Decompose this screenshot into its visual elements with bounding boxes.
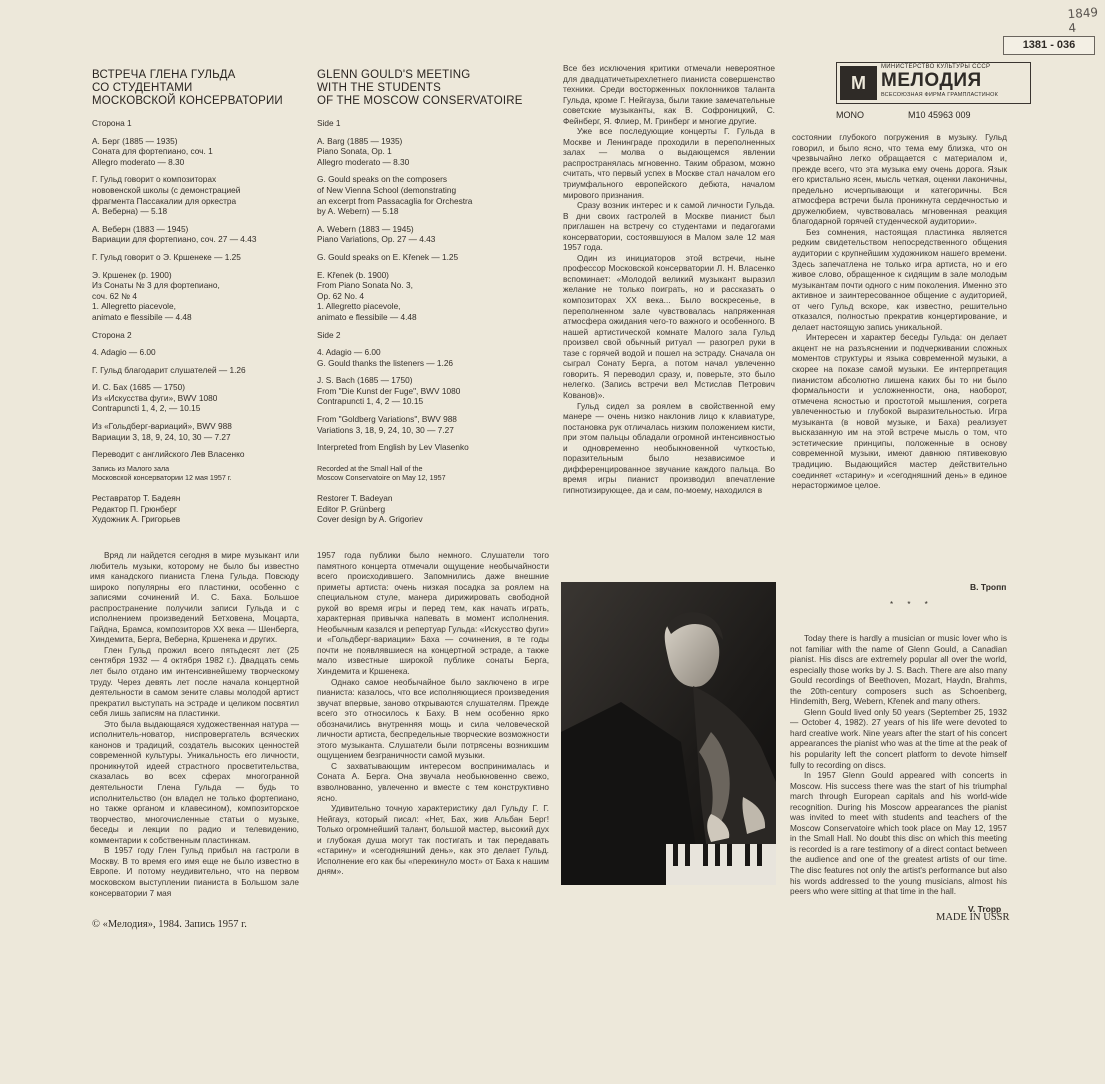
ru-paragraph: Гульд сидел за роялем в свойственной ему манере — очень низко наклонив лицо к клавиатуре, постановка рук отличалась низким положением кисти, при этом пальцы обладали огромной интенсивностью и одновременно необыкновенной чуткостью, поразительным было независимое и дифференцированное звучание каждого пальца. Во время игры пианист производил впечатление гипнотизирующее, да и сам, по-моему, находился в <box>563 400 775 495</box>
melodiya-emblem-icon: М <box>840 66 877 100</box>
melodiya-logo <box>836 62 1031 104</box>
en-side2-label: Side 2 <box>317 329 341 340</box>
made-in-ussr: MADE IN USSR <box>936 912 1010 923</box>
en-text-column <box>790 633 1007 897</box>
ru-paragraph: Интересен и характер беседы Гульда: он делает акцент не на разъяснении и подчеркивании сложных моментов структуры и языка современной музыки, а скорее на показе самой музыки. Ее интерпретация пианистом абсолютно лишена каких бы то ни было формальности и усложненности, она, наоборот, отмечена ясностью и простотой мышления, согрета увлеченностью и глубокой выразительностью. Игра музыканта (в новой музыке, и Баха) реализует высказанную им на этой встрече мысль о том, что эстетические принципы, положенные в основу современной музыки, имеют давнюю пятивековую традицию. Выдающийся мастер действительно соединяет «старину» и «сегодняшний день» в единое нерасторжимое целое. <box>792 332 1007 491</box>
copyright-line: © «Мелодия», 1984. Запись 1957 г. <box>92 919 247 930</box>
ru-translator: Переводит с английского Лев Власенко <box>92 449 245 460</box>
ru-recorded: Запись из Малого зала Московской консерватории 12 мая 1957 г. <box>92 464 232 483</box>
en-track-berg: A. Barg (1885 — 1935) Piano Sonata, Op. 1 Allegro moderato — 8.30 <box>317 135 410 167</box>
en-track-gould-talk: G. Gould speaks on the composers of New Vienna School (demonstrating an excerpt from Passacaglia for Orchestra by A. Webern) — 5.18 <box>317 174 473 217</box>
section-divider: * * * <box>890 600 934 609</box>
ru-track-gould-talk: Г. Гульд говорит о композиторах нововенской школы (с демонстрацией фрагмента Пассакалии для оркестра А. Веберна) — 5.18 <box>92 174 241 217</box>
ru-paragraph: Один из инициаторов этой встречи, ныне профессор Московской консерватории Л. Н. Власенко вспоминает: «Молодой великий музыкант выразил желание не только поиграть, но и рассказать о композиторах XX века... Было воскресенье, в переполненном зале чувствовалась напряженная атмосфера ожидания чего-то важного и особенного. В нашей артистической комнате Малого зала Гульд произвел свой обычный ритуал — разогрел руки в тазе с горячей водой и пошел на эстраду. Сначала он сыграл Сонату Берга, а потом начал увлеченно говорить. Я переводил сразу, и, поверьте, это было нелегко. (Запись встречи вел Мстислав Петрович Кованов)». <box>563 252 775 400</box>
ru-paragraph: 1957 года публики было немного. Слушатели того памятного концерта отмечали ощущение необычайности всего происходившего. Запомнились даже внешние приметы артиста: очень низкая посадка за роялем на специальном стуле, манера дирижировать свободной рукой во время игры и перед тем, как начать играть, характерная привычка напевать в момент исполнения. Необычным казался и репертуар Гульда: «Искусство фуги» и «Гольдберг-вариации» Баха — сочинения, в те годы почти не появлявшиеся на концертной эстраде, а также мало известные широкой публике сонаты Берга, Хиндемита и Кршенека. <box>317 550 549 677</box>
en-tracklist <box>317 118 552 460</box>
ru-track-webern: А. Веберн (1883 — 1945) Вариации для фортепиано, соч. 27 — 4.43 <box>92 223 257 245</box>
ru-track-gould-krenek: Г. Гульд говорит о Э. Кршенеке — 1.25 <box>92 251 241 262</box>
en-track-bach-goldberg: From "Goldberg Variations", BWV 988 Variations 3, 18, 9, 24, 10, 30 — 7.27 <box>317 414 457 435</box>
ru-text-column-4 <box>792 132 1007 568</box>
ru-paragraph: С захватывающим интересом воспринималась и Соната А. Берга. Она звучала необыкновенно свежо, взволнованно, увлеченно и вместе с тем конструктивно ясно. <box>317 760 549 803</box>
en-track-webern: A. Webern (1883 — 1945) Piano Variations, Op. 27 — 4.43 <box>317 223 436 245</box>
ru-paragraph: Удивительно точную характеристику дал Гульду Г. Г. Нейгауз, который писал: «Нет, Бах, жив Альбан Берг! Только огромнейший талант, большой мастер, высокий дух и глубокая душа могут так постигать и так передавать «старину» и «сегодняшний день», как это делает Гульд. Исполнение его как бы «перекинуло мост» от Баха к нашим дням». <box>317 803 549 877</box>
en-track-gould-krenek: G. Gould speaks on E. Křenek — 1.25 <box>317 251 459 262</box>
pianist-photo <box>561 582 776 885</box>
ru-paragraph: Это была выдающаяся художественная натура — исполнитель-новатор, ниспровергатель всяческих канонов и традиций, создатель высоких ценностей современной культуры. Уникальность его личности, проникнутой идеей страстного просветительства, сказалась во всех сферах многогранной деятельности Глена Гульда — будь то исполнительство (он владел не только фортепиано, но также органом и клавесином), композиторское творчество, многочисленные статьи о музыке, беседы и лекции по радио и телевидению, комментарии к собственным пластинкам. <box>90 718 299 845</box>
en-recorded: Recorded at the Small Hall of the Moscow Conservatoire on May 12, 1957 <box>317 464 446 483</box>
ru-paragraph: Уже все последующие концерты Г. Гульда в Москве и Ленинграде проходили в переполненных залах — молва о выдающемся явлении распространялась мгновенно. Таким образом, можно считать, что первый успех в Москве стал началом его триумфального европейского дебюта, началом мирового признания. <box>563 126 775 200</box>
logo-brand: МЕЛОДИЯ <box>881 70 982 91</box>
ru-paragraph: В 1957 году Глен Гульд прибыл на гастроли в Москву. В то время его имя еще не было известно в Европе. И потому неудивительно, что на первом московском выступлении пианиста в Большом зале консерватории 7 мая <box>90 845 299 898</box>
en-credits: Restorer T. Badeyan Editor P. Grünberg Cover design by A. Grigoriev <box>317 493 423 525</box>
en-translator: Interpreted from English by Lev Vlasenko <box>317 442 469 453</box>
ru-signature: В. Тропп <box>970 582 1007 592</box>
ru-text-column-2 <box>317 550 549 905</box>
en-paragraph: In 1957 Glenn Gould appeared with concerts in Moscow. His success there was the start of his triumphal march through European capitals and his world-wide recognition. During his Moscow appearances the pianist was invited to meet with students and teachers of the Moscow Conservatoire which took place on May 12, 1957 in the Small Hall. No doubt this disc on which this meeting is recorded is a rare testimony of a direct contact between the audience and one of the greatest artists of our time. The disc features not only the artist's performance but also his words addressed to the young musicians, almost his peers who were sitting at that time in the hall. <box>790 770 1007 897</box>
en-title: GLENN GOULD'S MEETING WITH THE STUDENTS OF THE MOSCOW CONSERVATOIRE <box>317 69 523 107</box>
en-track-bach-fugue: J. S. Bach (1685 — 1750) From "Die Kunst der Fuge", BWV 1080 Contrapuncti 1, 4, 2 — 10.15 <box>317 375 461 407</box>
ru-text-column-3 <box>563 63 775 575</box>
ru-title: ВСТРЕЧА ГЛЕНА ГУЛЬДА СО СТУДЕНТАМИ МОСКОВСКОЙ КОНСЕРВАТОРИИ <box>92 69 283 107</box>
logo-ministry: МИНИСТЕРСТВО КУЛЬТУРЫ СССР <box>881 64 991 70</box>
mono-label: MONO <box>836 110 864 120</box>
ru-tracklist <box>92 118 302 467</box>
logo-subtitle: ВСЕСОЮЗНАЯ ФИРМА ГРАМПЛАСТИНОК <box>881 92 998 98</box>
ru-paragraph: Все без исключения критики отмечали невероятное для двадцатичетырехлетнего пианиста совершенство техники. Среди восторженных поклонников таланта Гульда, кроме Г. Нейгауза, были такие замечательные советские музыканты, как В. Софроницкий, С. Фейнберг, Я. Флиер, М. Гринберг и многие другие. <box>563 63 775 126</box>
catalog-tag: 1381 - 036 <box>1003 36 1095 55</box>
en-side1-label: Side 1 <box>317 118 341 128</box>
ru-paragraph: Вряд ли найдется сегодня в мире музыкант или любитель музыки, которому не было бы известно имя канадского пианиста Глена Гульда. Повсюду широко популярны его пластинки, особенно с записями сочинений И. С. Баха. Большое распространение получили записи Гульда и с исполнением произведений Бетховена, Моцарта, Гайдна, Брамса, композиторов XX века — Шенберга, Хиндемита, Берга, Веберна, Кршенека и других. <box>90 550 299 645</box>
handwritten-note: 1849 4 <box>1067 5 1099 36</box>
pianist-photo-image <box>561 582 776 885</box>
en-paragraph: Today there is hardly a musician or music lover who is not familiar with the name of Glenn Gould, a Canadian pianist. His discs are extremely popular all over the world, especially those works by J. S. Bach. There are also many Gould recordings of Beethoven, Mozart, Haydn, Brahms, the 20th-century composers such as Schoenberg, Hindemith, Berg, Webern, Křenek and many others. <box>790 633 1007 707</box>
en-track-krenek: E. Křenek (b. 1900) From Piano Sonata No. 3, Op. 62 No. 4 1. Allegretto piacevole, animato e flessibile — 4.48 <box>317 269 417 322</box>
ru-track-thanks: Г. Гульд благодарит слушателей — 1.26 <box>92 364 246 375</box>
ru-paragraph: Без сомнения, настоящая пластинка является редким свидетельством непосредственного общения аудитории с крупнейшим художником нашего времени. Здесь запечатлена не только игра артиста, но и его живое слово, обращенное к сидящим в зале молодым музыкантам почти одного с ним поколения. Именно это активное и заинтересованное общение с аудиторией, от чего Гульд вскоре, как известно, решительно отказался, полностью прекратив концертирование, и делает настоящую запись уникальной. <box>792 226 1007 332</box>
ru-track-adagio: 4. Adagio — 6.00 <box>92 347 156 358</box>
ru-text-column-1 <box>90 550 299 905</box>
en-track-adagio-thanks: 4. Adagio — 6.00 G. Gould thanks the listeners — 1.26 <box>317 347 454 368</box>
en-paragraph: Glenn Gould lived only 50 years (September 25, 1932 — October 4, 1982). 27 years of his life were devoted to hard creative work. Nine years after the start of his concert appearances the pianist who was at the time at the peak of his popularity left the concert platform to devote himself fully to recording on discs. <box>790 706 1007 770</box>
ru-track-bach-fugue: И. С. Бах (1685 — 1750) Из «Искусства фуги», BWV 1080 Contrapuncti 1, 4, 2, — 10.15 <box>92 382 218 414</box>
ru-side2-label: Сторона 2 <box>92 329 132 340</box>
ru-paragraph: Однако самое необычайное было заключено в игре пианиста: казалось, что все исполняющиеся произведения звучат впервые, заново открываются слушателям. Прежде всего это относилось к Баху. В нем особенно ярко обозначились внутренняя мощь и сила человеческой личности артиста, беспредельные творческие возможности этого музыканта. Слушатели были потрясены возникшим ощущением безграничности самой музыки. <box>317 676 549 761</box>
ru-side1-label: Сторона 1 <box>92 118 132 128</box>
piano-keys <box>666 844 776 885</box>
ru-track-bach-goldberg: Из «Гольдберг-вариаций», BWV 988 Вариации 3, 18, 9, 24, 10, 30 — 7.27 <box>92 421 232 442</box>
ru-credits: Реставратор Т. Бадеян Редактор П. Грюнберг Художник А. Григорьев <box>92 493 181 525</box>
en-signature: V. Tropp <box>968 904 1002 914</box>
ru-paragraph: состоянии глубокого погружения в музыку. Гульд говорил, и было ясно, что тема ему близка, что он чрезвычайно легко обращается с материалом и, прежде всего, что эта музыка ему очень дорога. Язык его кристально ясен, мысль четкая, оценки лаконичны, предельно исчерпывающи и категоричны. Вся атмосфера встречи была проникнута сердечностью и дружелюбием, чувствовалась мгновенная реакция благодарной горячей студенческой аудитории». <box>792 132 1007 227</box>
ru-paragraph: Глен Гульд прожил всего пятьдесят лет (25 сентября 1932 — 4 октября 1982 г.). Двадцать семь лет было отдано им интенсивнейшему творческому труду. Через девять лет после начала концертной деятельности в самом зените славы молодой артист прекратил выступать на эстраде и целиком посвятил себя лишь записям на пластинки. <box>90 644 299 719</box>
ru-paragraph: Сразу возник интерес и к самой личности Гульда. В дни своих гастролей в Москве пианист был приглашен на встречу со студентами и педагогами консерватории, состоявшуюся в Малом зале 12 мая 1957 года. <box>563 200 775 253</box>
ru-track-krenek: Э. Кршенек (р. 1900) Из Сонаты № 3 для фортепиано, соч. 62 № 4 1. Allegretto piacevole, animato e flessibile — 4.48 <box>92 269 220 322</box>
catalog-number: M10 45963 009 <box>908 110 971 120</box>
ru-track-berg: А. Берг (1885 — 1935) Соната для фортепиано, соч. 1 Allegro moderato — 8.30 <box>92 135 213 167</box>
